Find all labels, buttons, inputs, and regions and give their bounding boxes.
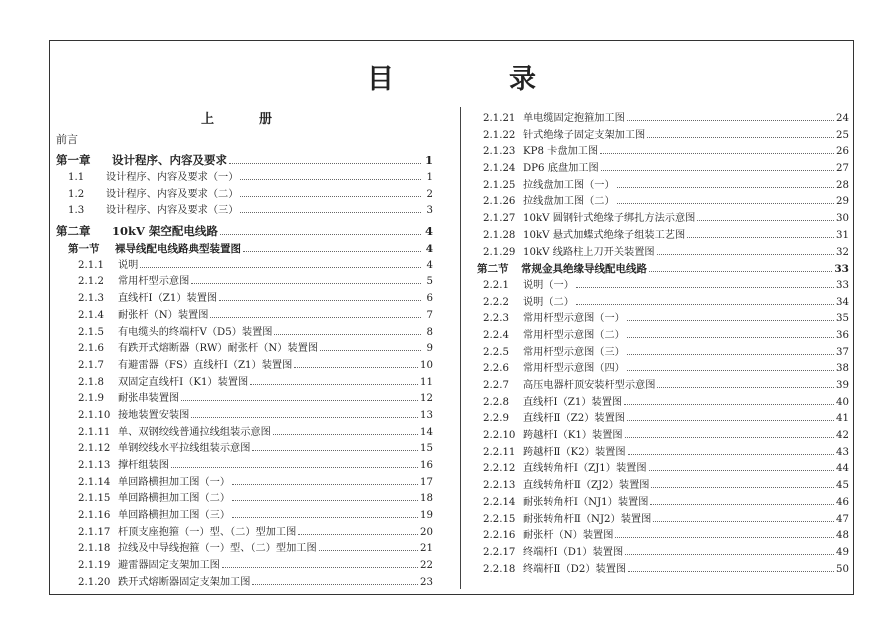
toc-entry[interactable] xyxy=(477,528,849,545)
toc-entry[interactable] xyxy=(477,311,849,328)
page-number: 36 xyxy=(836,329,849,341)
dot-leader xyxy=(240,178,421,180)
page-number: 4 xyxy=(425,243,433,256)
dot-leader xyxy=(628,570,834,572)
toc-entry[interactable] xyxy=(477,512,849,529)
entry-number: 2.1.16 xyxy=(78,510,111,522)
entry-number: 2.1.10 xyxy=(78,409,111,421)
toc-entry[interactable] xyxy=(477,245,849,262)
entry-title: DP6 底盘加工图 xyxy=(523,163,599,175)
entry-number: 1.2 xyxy=(68,188,85,200)
entry-number: 2.2.17 xyxy=(483,546,516,558)
page-number: 17 xyxy=(420,476,433,488)
entry-title: 终端杆Ⅱ（D2）装置图 xyxy=(523,563,627,575)
toc-entry[interactable] xyxy=(477,178,849,195)
page-title: 目 录 xyxy=(367,64,580,95)
page-number: 47 xyxy=(836,513,849,525)
dot-leader xyxy=(627,353,834,355)
page-number: 3 xyxy=(426,205,433,217)
toc-entry[interactable] xyxy=(56,575,433,592)
dot-leader xyxy=(647,136,834,138)
entry-title: 有跌开式熔断器（RW）耐张杆（N）装置图 xyxy=(118,343,319,355)
entry-number: 2.2.14 xyxy=(483,496,516,508)
entry-title: 常用杆型示意图 xyxy=(118,276,190,288)
entry-number: 2.2.4 xyxy=(483,329,509,341)
column-divider xyxy=(460,107,461,589)
toc-entry[interactable] xyxy=(477,445,849,462)
dot-leader xyxy=(319,549,418,551)
page-number: 50 xyxy=(836,563,849,575)
dot-leader xyxy=(615,536,834,538)
entry-title: 拉线及中导线抱箍（一）型、（二）型加工图 xyxy=(118,543,317,555)
toc-entry[interactable] xyxy=(56,341,433,358)
entry-title: 常用杆型示意图（一） xyxy=(523,313,625,325)
toc-entry[interactable] xyxy=(477,345,849,362)
entry-number: 2.1.13 xyxy=(78,460,111,471)
dot-leader xyxy=(624,403,834,405)
toc-entry[interactable] xyxy=(477,361,849,378)
page-number: 48 xyxy=(836,530,849,542)
toc-entry[interactable] xyxy=(56,274,433,291)
entry-number: 2.2.8 xyxy=(483,396,509,408)
dot-leader xyxy=(240,211,421,213)
entry-title: 单回路横担加工图（二） xyxy=(118,493,231,505)
page-number: 6 xyxy=(426,293,433,305)
page-number: 44 xyxy=(836,463,849,475)
page-number: 14 xyxy=(420,426,433,438)
page-number: 24 xyxy=(836,113,849,124)
entry-title: 10kV 悬式加蝶式绝缘子组装工艺图 xyxy=(523,229,686,241)
dot-leader xyxy=(617,202,834,204)
dot-leader xyxy=(320,349,421,351)
toc-entry[interactable] xyxy=(477,161,849,178)
dot-leader xyxy=(627,119,834,121)
dot-leader xyxy=(210,316,421,318)
page-number: 38 xyxy=(836,363,849,375)
page-number: 2 xyxy=(426,188,433,200)
page-number: 4 xyxy=(424,224,433,239)
page-number: 16 xyxy=(420,460,433,471)
entry-title: 设计程序、内容及要求（一） xyxy=(106,172,239,183)
entry-number: 1.1 xyxy=(68,172,85,183)
entry-title: 撑杆组装图 xyxy=(118,460,169,471)
entry-number: 2.1.5 xyxy=(78,326,104,338)
entry-title: 耐张转角杆Ⅰ（NJ1）装置图 xyxy=(523,496,649,508)
entry-number: 2.2.2 xyxy=(483,296,509,308)
toc-chapter[interactable] xyxy=(56,151,433,170)
page-number: 21 xyxy=(420,543,433,555)
dot-leader xyxy=(191,416,418,418)
entry-title: 耐张转角杆Ⅱ（NJ2）装置图 xyxy=(523,513,652,525)
dot-leader xyxy=(232,483,418,485)
entry-number: 2.1.26 xyxy=(483,196,516,208)
toc-entry[interactable] xyxy=(477,278,849,295)
toc-right-list xyxy=(477,111,849,578)
entry-title: KP8 卡盘加工图 xyxy=(523,146,599,158)
toc-section[interactable] xyxy=(56,241,433,258)
entry-number: 2.1.1 xyxy=(78,259,104,271)
toc-entry[interactable] xyxy=(56,558,433,575)
entry-number: 2.2.7 xyxy=(483,380,509,391)
page-number: 30 xyxy=(836,213,849,225)
entry-title: 单、双钢绞线普通拉线组装示意图 xyxy=(118,426,271,438)
volume-heading: 上 册 xyxy=(200,112,288,127)
toc-section[interactable] xyxy=(477,261,849,278)
entry-number: 第一节 xyxy=(68,243,100,256)
page-number: 5 xyxy=(426,276,433,288)
dot-leader xyxy=(697,219,834,221)
page-number: 20 xyxy=(420,526,433,538)
entry-title: 常用杆型示意图（二） xyxy=(523,329,625,341)
page-number: 1 xyxy=(426,172,433,183)
entry-number: 2.2.9 xyxy=(483,413,509,425)
entry-number: 2.1.27 xyxy=(483,213,516,225)
toc-entry[interactable] xyxy=(56,441,433,458)
dot-leader xyxy=(140,266,421,268)
entry-title: 10kV 线路柱上刀开关装置图 xyxy=(523,246,655,258)
entry-number: 2.1.7 xyxy=(78,359,104,371)
page-number: 29 xyxy=(836,196,849,208)
entry-title: 跌开式熔断器固定支架加工图 xyxy=(118,576,251,588)
toc-entry[interactable] xyxy=(56,203,433,220)
page-number: 33 xyxy=(834,263,849,276)
toc-entry[interactable] xyxy=(477,295,849,312)
entry-number: 2.1.4 xyxy=(78,309,104,321)
dot-leader xyxy=(171,466,418,468)
entry-number: 2.1.2 xyxy=(78,276,104,288)
toc-entry[interactable] xyxy=(477,211,849,228)
dot-leader xyxy=(650,503,834,505)
toc-entry[interactable] xyxy=(56,458,433,475)
toc-left-column xyxy=(56,111,433,592)
dot-leader xyxy=(600,152,834,154)
dot-leader xyxy=(627,336,834,338)
entry-title: 直线杆Ⅰ（Z1）装置图 xyxy=(118,293,218,305)
entry-title: 说明（一） xyxy=(523,279,574,291)
entry-number: 2.2.12 xyxy=(483,463,516,475)
entry-number: 2.2.18 xyxy=(483,563,516,575)
entry-number: 2.2.15 xyxy=(483,513,516,525)
toc-entry[interactable] xyxy=(477,395,849,412)
toc-entry[interactable] xyxy=(56,408,433,425)
toc-entry[interactable] xyxy=(477,128,849,145)
entry-number: 2.1.3 xyxy=(78,293,104,305)
toc-entry[interactable] xyxy=(56,170,433,187)
toc-entry[interactable] xyxy=(477,194,849,211)
entry-title: 跨越杆Ⅰ（K1）装置图 xyxy=(523,430,623,442)
entry-number: 2.2.11 xyxy=(483,446,516,458)
toc-entry[interactable] xyxy=(477,144,849,161)
entry-number: 2.2.6 xyxy=(483,363,509,375)
dot-leader xyxy=(576,286,834,288)
entry-number: 2.1.23 xyxy=(483,146,516,158)
dot-leader xyxy=(651,486,834,488)
preface-entry[interactable]: 前言 xyxy=(56,133,78,146)
dot-leader xyxy=(243,250,421,252)
entry-title: 说明 xyxy=(118,259,139,271)
entry-title: 双固定直线杆Ⅰ（K1）装置图 xyxy=(118,376,249,388)
toc-page xyxy=(49,40,854,595)
dot-leader xyxy=(229,162,421,164)
dot-leader xyxy=(191,282,421,284)
entry-number: 2.1.17 xyxy=(78,526,111,538)
toc-entry[interactable] xyxy=(56,358,433,375)
dot-leader xyxy=(628,453,835,455)
entry-title: 高压电器杆顶安装杆型示意图 xyxy=(523,380,656,391)
page-number: 41 xyxy=(836,413,849,425)
entry-number: 2.1.8 xyxy=(78,376,104,388)
toc-entry[interactable] xyxy=(477,411,849,428)
dot-leader xyxy=(576,303,834,305)
page-number: 11 xyxy=(420,376,433,388)
toc-entry[interactable] xyxy=(56,491,433,508)
entry-title: 终端杆Ⅰ（D1）装置图 xyxy=(523,546,624,558)
page-number: 40 xyxy=(836,396,849,408)
page-number: 28 xyxy=(836,179,849,191)
entry-title: 拉线盘加工图（一） xyxy=(523,179,615,191)
toc-entry[interactable] xyxy=(477,478,849,495)
entry-title: 常用杆型示意图（三） xyxy=(523,346,625,358)
dot-leader xyxy=(627,319,834,321)
entry-title: 直线转角杆Ⅰ（ZJ1）装置图 xyxy=(523,463,647,475)
page-number: 39 xyxy=(836,380,849,391)
entry-title: 针式绝缘子固定支架加工图 xyxy=(523,129,646,141)
page-number: 15 xyxy=(420,443,433,455)
page-number: 46 xyxy=(836,496,849,508)
dot-leader xyxy=(625,553,834,555)
entry-number: 2.1.14 xyxy=(78,476,111,488)
page-number: 25 xyxy=(836,129,849,141)
dot-leader xyxy=(601,169,834,171)
toc-left-list xyxy=(56,151,433,592)
entry-title: 单回路横担加工图（一） xyxy=(118,476,231,488)
entry-title: 单电缆固定抱箍加工图 xyxy=(523,113,625,124)
entry-title: 单钢绞线水平拉线组装示意图 xyxy=(118,443,251,455)
toc-entry[interactable] xyxy=(477,228,849,245)
dot-leader xyxy=(252,583,418,585)
page-number: 34 xyxy=(836,296,849,308)
entry-title: 耐张杆（N）装置图 xyxy=(118,309,209,321)
entry-title: 避雷器固定支架加工图 xyxy=(118,560,220,572)
toc-entry[interactable] xyxy=(56,291,433,308)
page-number: 9 xyxy=(426,343,433,355)
dot-leader xyxy=(298,533,418,535)
entry-title: 有避雷器（FS）直线杆Ⅰ（Z1）装置图 xyxy=(118,359,293,371)
entry-title: 直线杆Ⅱ（Z2）装置图 xyxy=(523,413,625,425)
toc-entry[interactable] xyxy=(477,461,849,478)
page-number: 18 xyxy=(420,493,433,505)
entry-number: 2.1.25 xyxy=(483,179,516,191)
entry-number: 2.2.13 xyxy=(483,480,516,492)
page-number: 27 xyxy=(836,163,849,175)
page-number: 23 xyxy=(420,576,433,588)
dot-leader xyxy=(252,449,418,451)
entry-title: 设计程序、内容及要求（三） xyxy=(106,205,239,217)
dot-leader xyxy=(657,253,834,255)
page-number: 31 xyxy=(836,229,849,241)
entry-title: 拉线盘加工图（二） xyxy=(523,196,615,208)
page-number: 22 xyxy=(420,560,433,572)
entry-title: 跨越杆Ⅱ（K2）装置图 xyxy=(523,446,626,458)
toc-entry[interactable] xyxy=(56,258,433,275)
dot-leader xyxy=(220,233,421,235)
entry-number: 2.1.29 xyxy=(483,246,516,258)
entry-number: 2.1.15 xyxy=(78,493,111,505)
entry-number: 2.1.28 xyxy=(483,229,516,241)
page-number: 37 xyxy=(836,346,849,358)
entry-title: 常规金具绝缘导线配电线路 xyxy=(521,263,647,276)
entry-title: 直线杆Ⅰ（Z1）装置图 xyxy=(523,396,623,408)
dot-leader xyxy=(653,520,834,522)
toc-entry[interactable] xyxy=(56,525,433,542)
entry-number: 2.1.19 xyxy=(78,560,111,572)
entry-title: 说明（二） xyxy=(523,296,574,308)
entry-number: 2.2.1 xyxy=(483,279,509,291)
dot-leader xyxy=(294,366,418,368)
entry-title: 10kV 架空配电线路 xyxy=(112,224,218,239)
entry-number: 2.2.3 xyxy=(483,313,509,325)
toc-entry[interactable] xyxy=(477,378,849,395)
entry-number: 2.1.24 xyxy=(483,163,516,175)
toc-entry[interactable] xyxy=(477,111,849,128)
dot-leader xyxy=(627,419,834,421)
dot-leader xyxy=(219,299,421,301)
page-number: 45 xyxy=(836,480,849,492)
dot-leader xyxy=(625,436,834,438)
entry-title: 接地装置安装图 xyxy=(118,409,190,421)
page-number: 35 xyxy=(836,313,849,325)
dot-leader xyxy=(181,399,418,401)
toc-entry[interactable] xyxy=(477,545,849,562)
toc-entry[interactable] xyxy=(56,391,433,408)
entry-number: 2.1.12 xyxy=(78,443,111,455)
dot-leader xyxy=(617,186,834,188)
entry-title: 裸导线配电线路典型装置图 xyxy=(115,243,241,256)
entry-number: 第二节 xyxy=(477,263,509,276)
dot-leader xyxy=(232,499,418,501)
entry-number: 2.1.9 xyxy=(78,393,104,405)
entry-number: 2.2.16 xyxy=(483,530,516,542)
toc-entry[interactable] xyxy=(56,508,433,525)
toc-entry[interactable] xyxy=(56,187,433,204)
entry-title: 10kV 圆钢针式绝缘子绑扎方法示意图 xyxy=(523,213,696,225)
entry-title: 耐张杆（N）装置图 xyxy=(523,530,614,542)
dot-leader xyxy=(687,236,834,238)
toc-right-column xyxy=(477,111,849,578)
entry-title: 耐张串装置图 xyxy=(118,393,180,405)
page-number: 10 xyxy=(420,359,433,371)
page-number: 42 xyxy=(836,430,849,442)
page-number: 1 xyxy=(424,153,433,167)
toc-entry[interactable] xyxy=(56,375,433,392)
dot-leader xyxy=(240,195,421,197)
page-number: 32 xyxy=(836,246,849,258)
toc-entry[interactable] xyxy=(56,325,433,342)
page-number: 13 xyxy=(420,409,433,421)
dot-leader xyxy=(232,516,418,518)
toc-entry[interactable] xyxy=(56,541,433,558)
page-number: 43 xyxy=(836,446,849,458)
entry-number: 第二章 xyxy=(56,224,91,239)
entry-number: 2.1.21 xyxy=(483,113,516,124)
toc-entry[interactable] xyxy=(477,562,849,579)
toc-entry[interactable] xyxy=(56,425,433,442)
entry-title: 杆顶支座抱箍（一）型、（二）型加工图 xyxy=(118,526,297,538)
toc-entry[interactable] xyxy=(56,475,433,492)
dot-leader xyxy=(649,270,832,272)
dot-leader xyxy=(273,433,418,435)
page-number: 33 xyxy=(836,279,849,291)
entry-number: 1.3 xyxy=(68,205,85,217)
toc-entry[interactable] xyxy=(56,308,433,325)
entry-title: 单回路横担加工图（三） xyxy=(118,510,231,522)
dot-leader xyxy=(250,383,418,385)
entry-title: 有电缆头的终端杆Ⅴ（D5）装置图 xyxy=(118,326,273,338)
entry-title: 设计程序、内容及要求（二） xyxy=(106,188,239,200)
entry-number: 2.1.18 xyxy=(78,543,111,555)
entry-title: 直线转角杆Ⅱ（ZJ2）装置图 xyxy=(523,480,650,492)
entry-number: 2.1.6 xyxy=(78,343,104,355)
toc-entry[interactable] xyxy=(477,495,849,512)
dot-leader xyxy=(649,469,834,471)
dot-leader xyxy=(274,333,421,335)
entry-title: 设计程序、内容及要求 xyxy=(112,153,227,167)
dot-leader xyxy=(657,386,834,388)
page-number: 49 xyxy=(836,546,849,558)
page-number: 7 xyxy=(426,309,433,321)
dot-leader xyxy=(627,369,834,371)
page-number: 26 xyxy=(836,146,849,158)
entry-number: 2.1.22 xyxy=(483,129,516,141)
entry-number: 2.1.20 xyxy=(78,576,111,588)
entry-number: 2.1.11 xyxy=(78,426,111,438)
dot-leader xyxy=(222,566,418,568)
page-number: 12 xyxy=(420,393,433,405)
entry-number: 第一章 xyxy=(56,153,91,167)
page-number: 4 xyxy=(426,259,433,271)
page-number: 8 xyxy=(426,326,433,338)
page-number: 19 xyxy=(420,510,433,522)
entry-number: 2.2.10 xyxy=(483,430,516,442)
entry-title: 常用杆型示意图（四） xyxy=(523,363,625,375)
toc-entry[interactable] xyxy=(477,428,849,445)
entry-number: 2.2.5 xyxy=(483,346,509,358)
toc-entry[interactable] xyxy=(477,328,849,345)
toc-chapter[interactable] xyxy=(56,222,433,241)
